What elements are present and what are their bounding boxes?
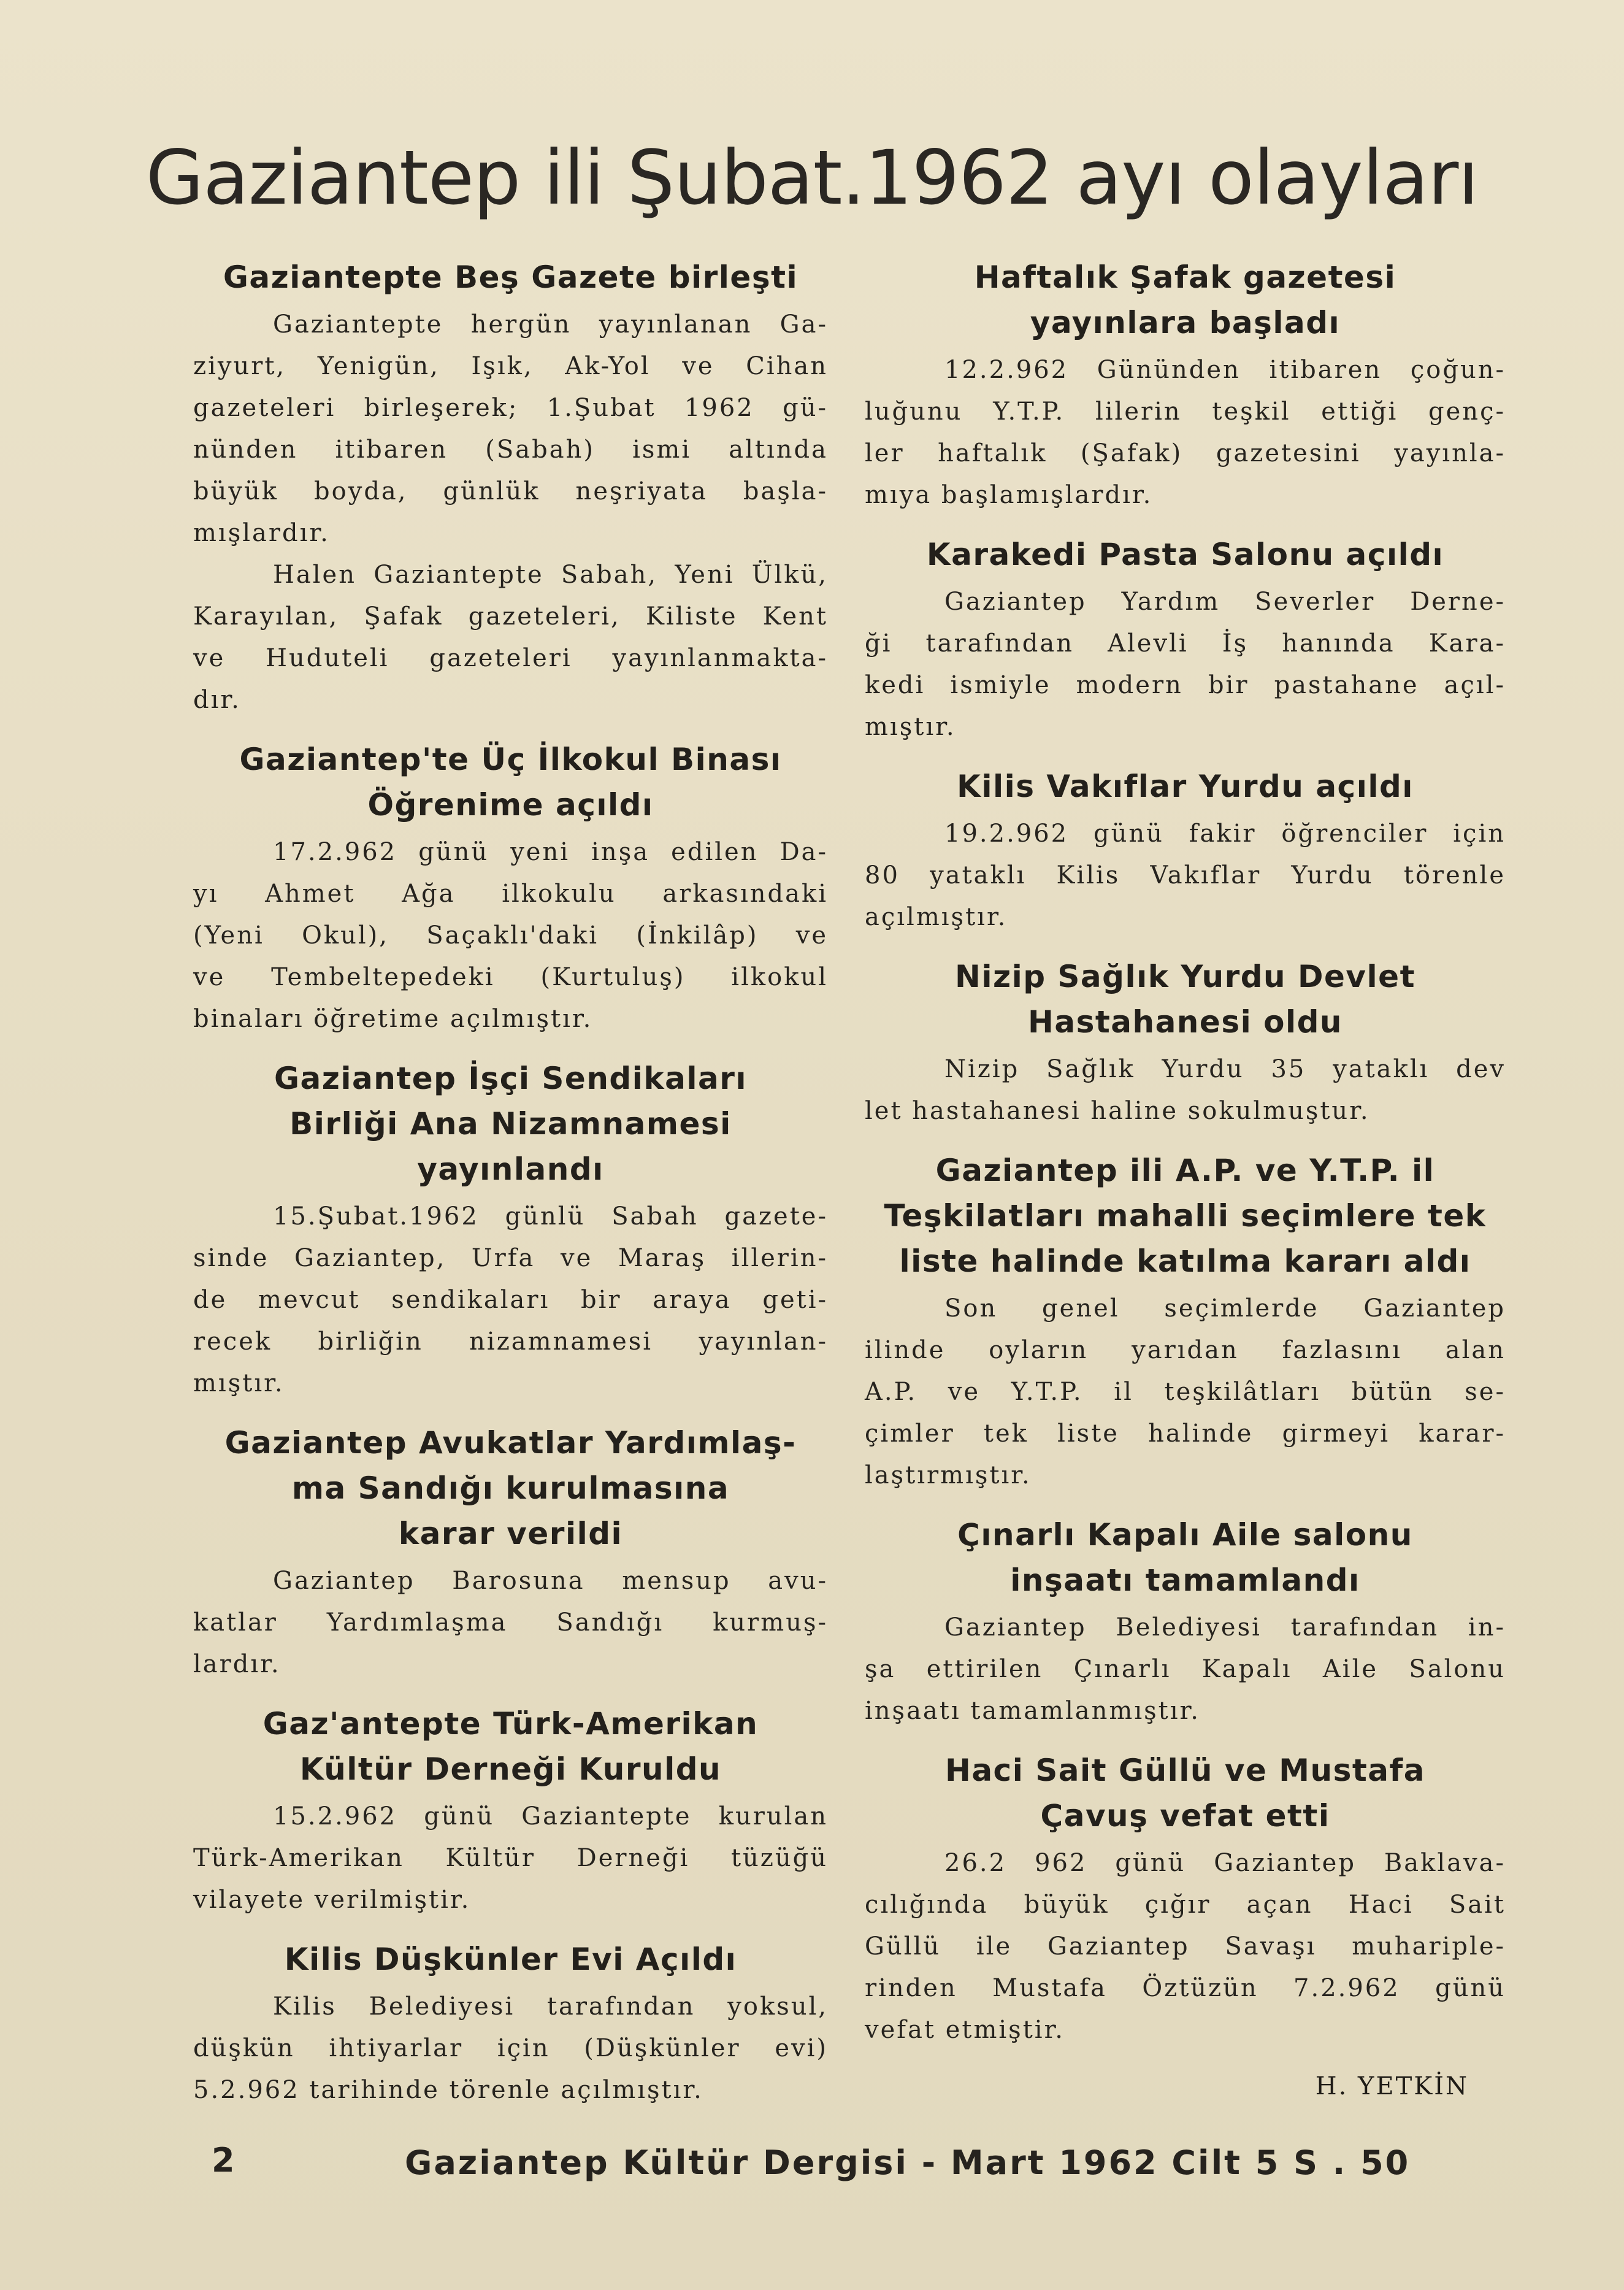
headline-line: Öğrenime açıldı <box>367 787 654 823</box>
paragraph <box>193 1196 828 1404</box>
article-headline <box>865 1512 1506 1603</box>
article-body <box>865 349 1506 516</box>
text-line: Kilis Belediyesi tarafından yoksul, <box>273 1992 828 2021</box>
paragraph <box>193 304 828 554</box>
headline-line: Haci Sait Güllü ve Mustafa <box>944 1753 1426 1788</box>
article <box>193 1937 828 2111</box>
text-line: let hastahanesi haline sokulmuştur. <box>865 1097 1370 1125</box>
headline-line: Birliği Ana Nizamnamesi <box>289 1106 732 1142</box>
text-line: 17.2.962 günü yeni inşa edilen Da- <box>273 838 828 866</box>
article <box>865 954 1506 1132</box>
paragraph <box>865 349 1506 516</box>
text-line: ve Huduteli gazeteleri yayınlanmakta- <box>193 644 828 672</box>
text-line: Son genel seçimlerde Gaziantep <box>944 1294 1506 1323</box>
article-body <box>865 1288 1506 1496</box>
article <box>193 255 828 721</box>
text-line: 5.2.962 tarihinde törenle açılmıştır. <box>193 2076 703 2104</box>
headline-line: Karakedi Pasta Salonu açıldı <box>926 537 1444 572</box>
text-line: Halen Gaziantepte Sabah, Yeni Ülkü, <box>273 561 828 589</box>
headline-line: Nizip Sağlık Yurdu Devlet <box>955 959 1415 994</box>
paragraph <box>193 1796 828 1921</box>
article-headline <box>865 954 1506 1045</box>
article-body <box>865 1842 1506 2051</box>
text-line: laştırmıştır. <box>865 1461 1032 1489</box>
text-line: Gaziantepte hergün yayınlanan Ga- <box>273 310 828 339</box>
article-body <box>193 304 828 721</box>
article-headline <box>193 1056 828 1192</box>
text-line: ve Tembeltepedeki (Kurtuluş) ilkokul <box>193 963 828 991</box>
headline-line: Çınarlı Kapalı Aile salonu <box>957 1517 1413 1553</box>
text-line: büyük boyda, günlük neşriyata başla- <box>193 477 828 505</box>
article <box>865 532 1506 748</box>
left-column <box>193 255 828 2127</box>
text-line: nünden itibaren (Sabah) ismi altında <box>193 436 828 464</box>
article-headline <box>193 1701 828 1792</box>
paragraph <box>865 1607 1506 1732</box>
text-line: 12.2.962 Gününden itibaren çoğun- <box>944 356 1506 384</box>
paragraph <box>193 831 828 1040</box>
article-headline <box>865 255 1506 345</box>
text-line: Gaziantep Belediyesi tarafından in- <box>944 1613 1506 1642</box>
headline-line: Kültür Derneği Kuruldu <box>299 1751 722 1787</box>
text-line: mışlardır. <box>193 519 330 547</box>
headline-line: Gaziantep ili A.P. ve Y.T.P. il <box>935 1153 1435 1188</box>
headline-line: yayınlara başladı <box>1030 305 1341 340</box>
text-line: mıya başlamışlardır. <box>865 481 1153 509</box>
text-line: Gaziantep Yardım Severler Derne- <box>944 588 1506 616</box>
text-line: 26.2 962 günü Gaziantep Baklava- <box>944 1849 1506 1877</box>
text-line: ler haftalık (Şafak) gazetesini yayınla- <box>865 439 1506 467</box>
paragraph <box>865 1288 1506 1496</box>
article-headline <box>193 1420 828 1556</box>
text-line: vilayete verilmiştir. <box>193 1886 471 1914</box>
text-line: ziyurt, Yenigün, Işık, Ak-Yol ve Cihan <box>193 352 828 380</box>
text-line: kedi ismiyle modern bir pastahane açıl- <box>865 671 1506 699</box>
text-line: vefat etmiştir. <box>865 2016 1065 2044</box>
article-headline <box>193 1937 828 1982</box>
article <box>193 1056 828 1404</box>
text-line: recek birliğin nizamnamesi yayınlan- <box>193 1328 828 1356</box>
headline-line: Kilis Vakıflar Yurdu açıldı <box>957 769 1414 804</box>
text-line: 15.Şubat.1962 günlü Sabah gazete- <box>273 1202 828 1231</box>
paragraph <box>865 1048 1506 1132</box>
headline-line: Kilis Düşkünler Evi Açıldı <box>284 1942 737 1977</box>
headline-line: Gaziantep Avukatlar Yardımlaş- <box>224 1425 797 1461</box>
paragraph <box>193 554 828 721</box>
text-line: düşkün ihtiyarlar için (Düşkünler evi) <box>193 2034 828 2062</box>
article <box>193 1701 828 1921</box>
page-title: Gaziantep ili Şubat.1962 ayı olayları <box>145 134 1479 221</box>
paragraph <box>865 1842 1506 2051</box>
text-line: şa ettirilen Çınarlı Kapalı Aile Salonu <box>865 1655 1506 1683</box>
article-body <box>193 1560 828 1685</box>
text-line: Karayılan, Şafak gazeteleri, Kiliste Kent <box>193 602 828 631</box>
text-line: 19.2.962 günü fakir öğrenciler için <box>944 820 1506 848</box>
article-headline <box>865 1748 1506 1839</box>
article-headline <box>193 255 828 300</box>
text-line: ği tarafından Alevli İş hanında Kara- <box>865 629 1506 658</box>
paragraph <box>193 1986 828 2111</box>
page-footer <box>212 2141 1475 2190</box>
headline-line: Hastahanesi oldu <box>1027 1004 1342 1040</box>
article-body <box>193 1196 828 1404</box>
text-line: mıştır. <box>865 713 956 741</box>
text-line: dır. <box>193 686 241 714</box>
article-headline <box>865 1148 1506 1284</box>
headline-line: karar verildi <box>398 1516 623 1551</box>
text-line: 80 yataklı Kilis Vakıflar Yurdu törenle <box>865 861 1506 889</box>
headline-line: Teşkilatları mahalli seçimlere tek <box>884 1198 1487 1234</box>
headline-line: Gaziantep'te Üç İlkokul Binası <box>239 742 782 777</box>
text-line: Gaziantep Barosuna mensup avu- <box>273 1567 828 1595</box>
text-line: sinde Gaziantep, Urfa ve Maraş illerin- <box>193 1244 828 1272</box>
article-body <box>865 1607 1506 1732</box>
article-body <box>865 1048 1506 1132</box>
journal-citation: Gaziantep Kültür Dergisi - Mart 1962 Cilt 5 S . 50 <box>405 2143 1411 2182</box>
headline-line: liste halinde katılma kararı aldı <box>899 1243 1471 1279</box>
article <box>865 764 1506 938</box>
headline-line: yayınlandı <box>417 1151 604 1187</box>
text-line: gazeteleri birleşerek; 1.Şubat 1962 gü- <box>193 394 828 422</box>
article <box>865 255 1506 516</box>
text-line: (Yeni Okul), Saçaklı'daki (İnkilâp) ve <box>193 921 828 950</box>
article-headline <box>865 764 1506 809</box>
article-body <box>193 831 828 1040</box>
headline-line: Haftalık Şafak gazetesi <box>974 259 1396 295</box>
article <box>193 1420 828 1685</box>
article <box>865 1148 1506 1496</box>
text-line: binaları öğretime açılmıştır. <box>193 1005 593 1033</box>
article <box>865 1748 1506 2051</box>
text-line: açılmıştır. <box>865 903 1008 931</box>
text-line: mıştır. <box>193 1369 285 1397</box>
text-line: katlar Yardımlaşma Sandığı kurmuş- <box>193 1608 828 1637</box>
text-line: Nizip Sağlık Yurdu 35 yataklı dev <box>944 1055 1506 1083</box>
headline-line: Çavuş vefat etti <box>1040 1798 1330 1834</box>
text-line: yı Ahmet Ağa ilkokulu arkasındaki <box>193 880 828 908</box>
text-line: luğunu Y.T.P. lilerin teşkil ettiği genç- <box>865 398 1506 426</box>
text-line: ilinde oyların yarıdan fazlasını alan <box>865 1336 1506 1364</box>
text-line: Türk-Amerikan Kültür Derneği tüzüğü <box>193 1844 828 1872</box>
article-body <box>193 1796 828 1921</box>
page-number: 2 <box>212 2141 235 2180</box>
article <box>193 737 828 1040</box>
text-line: lardır. <box>193 1650 281 1678</box>
article-headline <box>193 737 828 828</box>
text-line: cılığında büyük çığır açan Haci Sait <box>865 1891 1506 1919</box>
text-line: çimler tek liste halinde girmeyi karar- <box>865 1420 1506 1448</box>
headline-line: Gaz'antepte Türk-Amerikan <box>262 1706 759 1742</box>
article <box>865 1512 1506 1732</box>
text-line: A.P. ve Y.T.P. il teşkilâtları bütün se- <box>865 1378 1506 1406</box>
headline-line: Gaziantepte Beş Gazete birleşti <box>223 259 799 295</box>
article-headline <box>865 532 1506 577</box>
article-body <box>865 581 1506 748</box>
text-line: rinden Mustafa Öztüzün 7.2.962 günü <box>865 1974 1506 2002</box>
author-signature: H. YETKİN <box>1315 2072 1469 2100</box>
article-body <box>865 813 1506 938</box>
headline-line: inşaatı tamamlandı <box>1010 1562 1360 1598</box>
right-column <box>865 255 1506 2106</box>
text-line: inşaatı tamamlanmıştır. <box>865 1697 1200 1725</box>
text-line: de mevcut sendikaları bir araya geti- <box>193 1286 828 1314</box>
article-body <box>193 1986 828 2111</box>
text-line: Güllü ile Gaziantep Savaşı muhariple- <box>865 1932 1506 1961</box>
headline-line: Gaziantep İşçi Sendikaları <box>274 1061 748 1096</box>
headline-line: ma Sandığı kurulmasına <box>291 1470 730 1506</box>
text-line: 15.2.962 günü Gaziantepte kurulan <box>273 1802 828 1831</box>
paragraph <box>193 1560 828 1685</box>
paragraph <box>865 581 1506 748</box>
paragraph <box>865 813 1506 938</box>
